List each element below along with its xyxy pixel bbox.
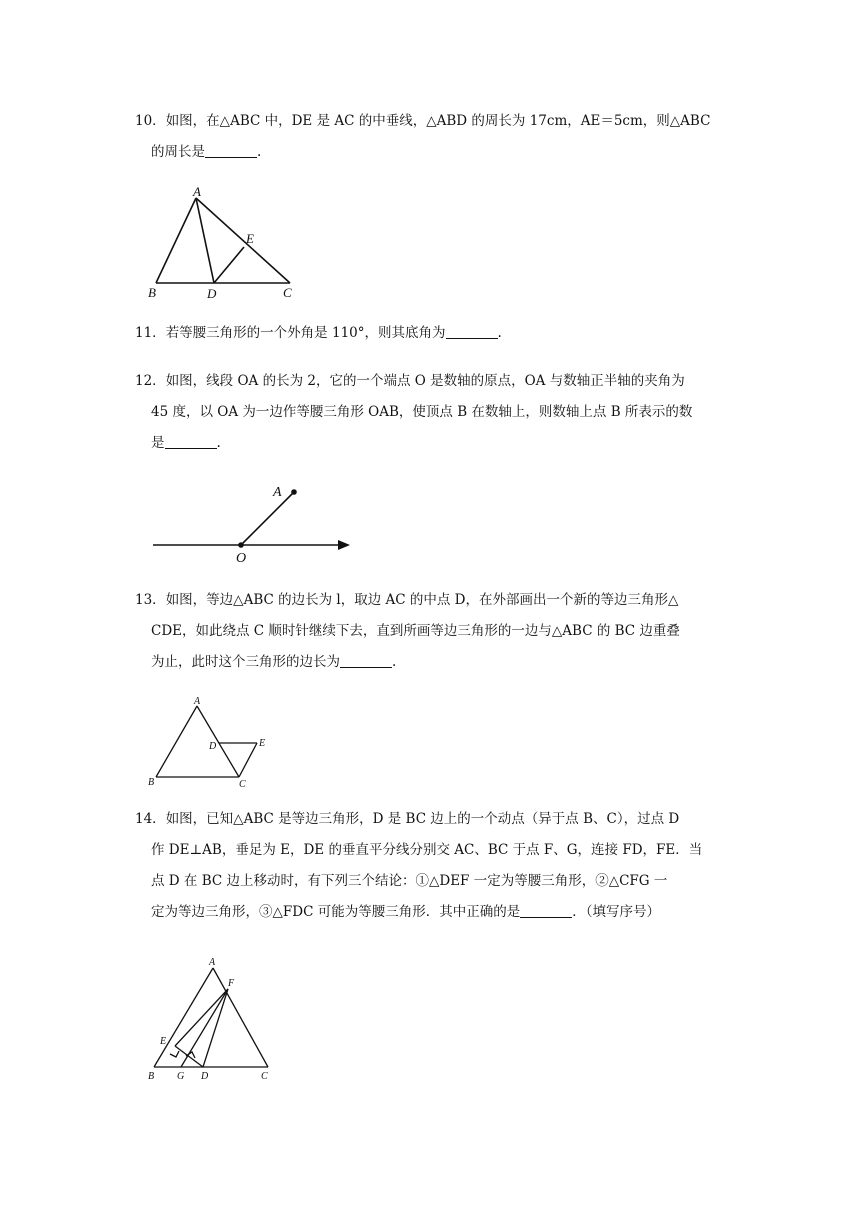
label-A: A xyxy=(194,696,201,707)
q12-line2: 45 度，以 OA 为一边作等腰三角形 OAB，使顶点 B 在数轴上，则数轴上点 B 所表示的数 xyxy=(151,404,693,420)
label-D: D xyxy=(201,1071,209,1082)
label-C: C xyxy=(239,779,246,790)
label-E: E xyxy=(259,738,266,749)
q12-line1: 12．如图，线段 OA 的长为 2，它的一个端点 O 是数轴的原点，OA 与数轴正半轴的夹角为 xyxy=(135,373,685,389)
q10-line1: 10．如图，在△ABC 中，DE 是 AC 的中垂线，△ABD 的周长为 17cm，AE＝5cm，则△ABC xyxy=(135,113,711,129)
label-B: B xyxy=(148,777,155,788)
label-C: C xyxy=(261,1071,268,1082)
label-F: F xyxy=(228,978,235,989)
q13-figure xyxy=(145,694,275,790)
q14-figure xyxy=(140,952,280,1086)
q13-line3: 为止，此时这个三角形的边长为 . xyxy=(151,654,397,670)
answer-blank[interactable] xyxy=(205,143,257,158)
q13-line2: CDE，如此绕点 C 顺时针继续下去，直到所画等边三角形的一边与△ABC 的 BC 边重叠 xyxy=(151,623,680,639)
q13-line1: 13．如图，等边△ABC 的边长为 l，取边 AC 的中点 D，在外部画出一个新的等边三角形△ xyxy=(135,592,679,608)
label-O: O xyxy=(236,551,247,566)
label-A: A xyxy=(193,185,201,199)
label-A: A xyxy=(273,485,282,500)
label-D: D xyxy=(209,741,217,752)
label-E: E xyxy=(160,1036,167,1047)
label-B: B xyxy=(148,1071,155,1082)
q12-figure xyxy=(148,476,358,566)
label-D: D xyxy=(207,286,217,301)
question-10 xyxy=(135,106,735,168)
q14-line4: 定为等边三角形，③△FDC 可能为等腰三角形．其中正确的是 ．（填写序号） xyxy=(151,904,660,920)
q10-figure xyxy=(140,185,310,303)
q11-line1: 11．若等腰三角形的一个外角是 110°，则其底角为 . xyxy=(135,325,502,341)
label-A: A xyxy=(209,957,216,968)
q12-line3: 是 . xyxy=(151,435,221,451)
question-12 xyxy=(135,366,735,459)
label-G: G xyxy=(177,1071,185,1082)
question-11 xyxy=(135,318,735,349)
label-C: C xyxy=(283,285,292,300)
answer-blank[interactable] xyxy=(340,653,392,668)
question-13 xyxy=(135,585,735,678)
answer-blank[interactable] xyxy=(520,903,572,918)
q14-line3: 点 D 在 BC 边上移动时，有下列三个结论：①△DEF 一定为等腰三角形，②△CFG 一 xyxy=(151,873,668,889)
q14-line1: 14．如图，已知△ABC 是等边三角形，D 是 BC 边上的一个动点（异于点 B、C），过点 D xyxy=(135,811,680,827)
label-B: B xyxy=(148,285,156,300)
answer-blank[interactable] xyxy=(446,324,498,339)
answer-blank[interactable] xyxy=(165,434,217,449)
q10-line2: 的周长是 . xyxy=(151,144,262,160)
label-E: E xyxy=(246,231,254,246)
question-14 xyxy=(135,804,735,928)
q14-line2: 作 DE⊥AB，垂足为 E，DE 的垂直平分线分别交 AC、BC 于点 F、G，连接 FD，FE．当 xyxy=(151,842,703,858)
